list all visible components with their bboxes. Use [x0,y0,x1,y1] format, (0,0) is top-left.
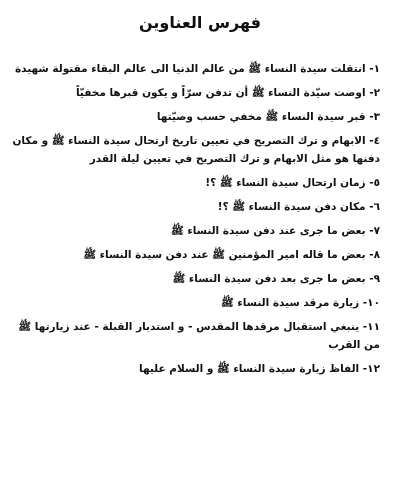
toc-item-3: ٣- قبر سيدة النساء ﷺ مخفي حسب وصيّتها [156,111,380,123]
toc-item-12: ١٢- الفاظ زيارة سيدة النساء ﷺ و السلام عليها [139,363,380,375]
toc-item-5: ٥- زمان ارتحال سيدة النساء ﷺ ؟! [205,177,380,189]
toc-item-8: ٨- بعض ما قاله امير المؤمنين ﷺ عند دفن سيدة النساء ﷺ [83,249,380,261]
toc-item-1: ١- انتقلت سيدة النساء ﷺ من عالم الدنيا الى عالم البقاء مقتولة شهيدة [14,63,380,75]
toc-item-7: ٧- بعض ما جرى عند دفن سيدة النساء ﷺ [170,225,380,237]
toc-item-4: ٤- الابهام و ترك التصريح في تعيين تاريخ ارتحال سيدة النساء ﷺ و مكان دفنها هو مثل الابهام و ترك التصريح في تعيين ليلة القدر [12,135,380,165]
toc-item-11: ١١- ينبغي استقبال مرقدها المقدس - و استدبار القبلة - عند زيارتها ﷺ من القرب [18,321,380,351]
toc-item-2: ٢- اوصت سيّدة النساء ﷺ أن تدفن سرّاً و يكون قبرها مخفيّاً [75,87,380,99]
toc-item-10: ١٠- زيارة مرقد سيدة النساء ﷺ [221,297,380,309]
table-of-contents [10,60,380,384]
toc-item-9: ٩- بعض ما جرى بعد دفن سيدة النساء ﷺ [172,273,380,285]
page-title: فهرس العناوين [138,13,262,32]
toc-item-6: ٦- مكان دفن سيدة النساء ﷺ ؟! [217,201,380,213]
